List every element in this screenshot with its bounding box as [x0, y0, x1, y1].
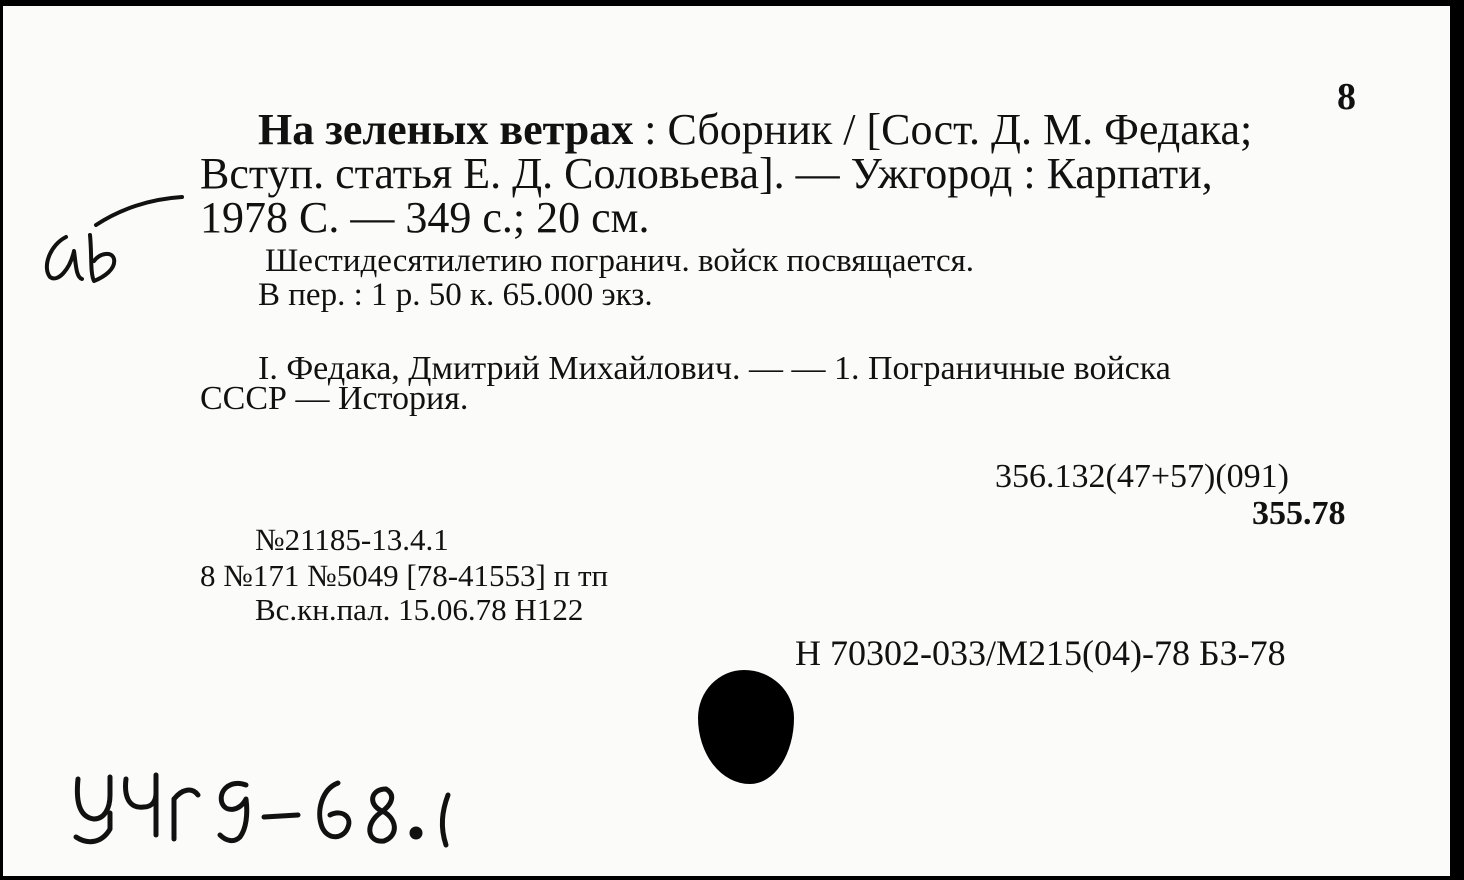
card-number: 8: [1337, 76, 1356, 118]
scan-edge-right: [1450, 0, 1464, 880]
tracing-line-2: СССР — История.: [200, 380, 469, 417]
main-entry-line-3: 1978 С. — 349 с.; 20 см.: [200, 193, 650, 242]
udc-classification: 356.132(47+57)(091): [995, 458, 1289, 495]
technical-line-1: №21185-13.4.1: [255, 522, 449, 557]
scan-edge-left: [0, 0, 3, 880]
technical-line-2: 8 №171 №5049 [78-41553] п тп: [200, 558, 609, 593]
scan-edge-bottom: [0, 876, 1464, 880]
note-price: В пер. : 1 р. 50 к. 65.000 экз.: [258, 277, 653, 313]
main-entry-line-1-rest: : Сборник / [Сост. Д. М. Федака;: [633, 105, 1253, 154]
publisher-code: Н 70302-033/М215(04)-78 БЗ-78: [795, 633, 1286, 673]
handwritten-shelf-mark: [70, 755, 500, 855]
main-entry-line-2: Вступ. статья Е. Д. Соловьева]. — Ужгород : Карпати,: [200, 149, 1213, 198]
punch-hole: [698, 670, 794, 784]
note-dedication: Шестидесятилетию погранич. войск посвящается.: [265, 243, 975, 279]
handwritten-margin-note: [30, 185, 190, 295]
tracing-line-1: I. Федака, Дмитрий Михайлович. — — 1. Пограничные войска: [258, 350, 1171, 387]
technical-line-3: Вс.кн.пал. 15.06.78 Н122: [255, 592, 584, 627]
scan-edge-top: [0, 0, 1464, 6]
bbk-classification: 355.78: [1252, 495, 1346, 532]
book-title: На зеленых ветрах: [258, 105, 634, 154]
